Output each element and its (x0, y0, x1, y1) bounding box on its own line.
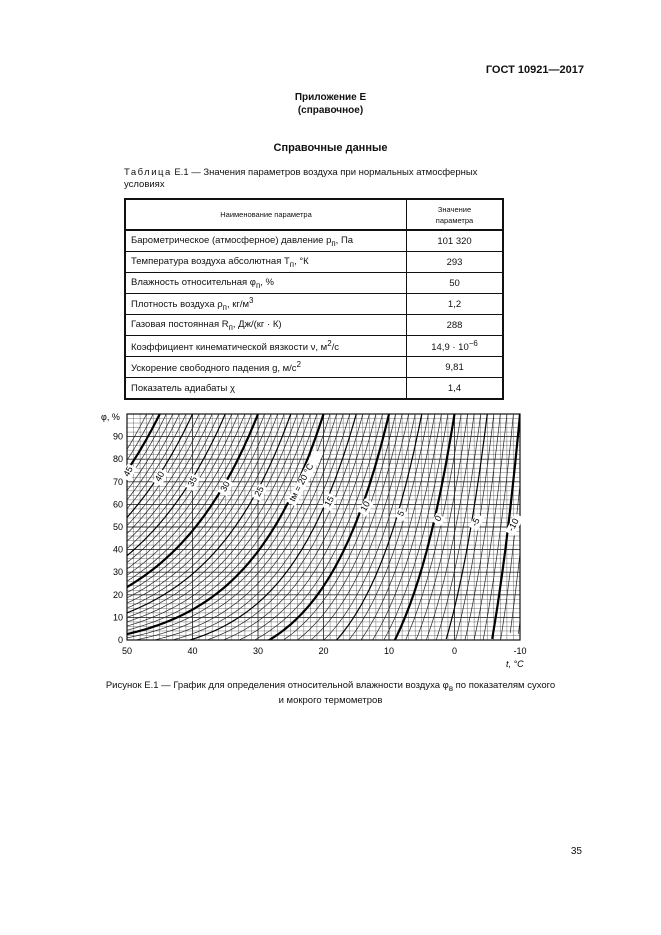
y-tick-label: 90 (112, 431, 123, 442)
standard-number: ГОСТ 10921—2017 (485, 64, 584, 76)
parameters-table (124, 198, 504, 400)
parameter-value: 288 (407, 315, 504, 336)
parameter-value: 50 (407, 273, 504, 294)
figure-caption-sub: в (448, 683, 454, 693)
y-tick-label: 0 (117, 635, 123, 645)
x-tick-label: 0 (451, 646, 458, 656)
curve-label: 40 (152, 469, 167, 484)
figure-caption-line1: Рисунок Е.1 — График для определения относительной влажности воздуха φ (105, 680, 449, 691)
humidity-curve-minor (95, 414, 186, 617)
y-tick-label: 10 (112, 612, 123, 623)
x-tick-label: 10 (383, 646, 395, 656)
parameter-value: 1,4 (407, 378, 504, 400)
section-title: Справочные данные (273, 142, 388, 154)
appendix-heading (0, 91, 661, 117)
humidity-curve-minor (527, 414, 546, 634)
parameter-name: Плотность воздуха $\rho_п$, $кг/м^3$ (125, 294, 407, 315)
column-header-name: Наименование параметра (125, 199, 407, 230)
x-axis-label: t, °С (506, 659, 524, 669)
humidity-curve-minor (247, 414, 383, 644)
humidity-curve-minor (95, 414, 330, 645)
table-row (125, 315, 503, 336)
appendix-title: Приложение Е (294, 92, 367, 103)
y-tick-label: 50 (112, 522, 123, 532)
page-number: 35 (570, 846, 582, 857)
humidity-curve-minor (292, 414, 402, 644)
humidity-chart (95, 405, 545, 675)
table-caption (124, 167, 514, 191)
x-tick-label: -10 (513, 646, 527, 656)
parameter-name: Газовая постоянная $R_п$, Дж/(кг · К) (125, 315, 407, 336)
parameter-name: Барометрическое (атмосферное) давление $p_п$, Па (125, 230, 407, 252)
table-row (125, 252, 503, 273)
curve-label: tм = 20 °С (287, 461, 316, 504)
table-row (125, 336, 503, 357)
y-tick-label: 60 (112, 499, 123, 510)
parameter-name: Влажность относительная $\varphi_п$, % (125, 273, 407, 294)
parameter-value: 9,81 (407, 357, 504, 378)
x-tick-label: 30 (252, 646, 264, 656)
table-row (125, 378, 503, 400)
y-tick-label: 80 (112, 454, 123, 465)
y-tick-label: 30 (112, 567, 123, 578)
figure-caption-line1-tail: по показателям сухого (453, 680, 556, 691)
curve-label: 25 (252, 484, 266, 499)
table-caption-label: Таблица (124, 167, 172, 178)
y-tick-label: 40 (112, 544, 123, 555)
table-row (125, 294, 503, 315)
curve-label: -10 (505, 516, 521, 533)
column-header-value-line1: Значение (437, 204, 472, 214)
y-tick-label: 20 (112, 589, 123, 600)
curve-label: 45 (121, 464, 135, 479)
curve-label: -5 (469, 516, 482, 528)
table-body (125, 230, 503, 399)
appendix-subtitle: (справочное) (297, 105, 364, 116)
parameter-name: Температура воздуха абсолютная $T_п$, °К (125, 252, 407, 273)
parameter-name: Показатель адиабаты χ (125, 378, 407, 400)
y-axis-label: φ, % (101, 412, 120, 422)
x-tick-label: 20 (318, 646, 329, 656)
chart-curves (95, 414, 545, 645)
humidity-curve-minor (371, 414, 444, 642)
column-header-value-line2: параметра (435, 215, 474, 225)
humidity-curve-minor (95, 414, 147, 612)
y-tick-label: 70 (112, 476, 123, 487)
curve-label: 0 (432, 513, 444, 523)
column-header-value (407, 199, 504, 230)
x-tick-label: 50 (121, 646, 133, 656)
curve-label: 15 (322, 494, 336, 509)
table-row (125, 357, 503, 378)
figure-caption (40, 680, 621, 707)
table-row (125, 273, 503, 294)
table-row (125, 230, 503, 252)
humidity-curve-minor (95, 414, 173, 615)
curve-label: 5 (395, 508, 407, 518)
table-caption-text: Е.1 — Значения параметров воздуха при нормальных атмосферных условиях (124, 167, 478, 190)
x-tick-label: 40 (187, 646, 198, 656)
curve-label: 10 (358, 499, 372, 514)
parameter-value: $14,9 \cdot 10^{-6}$ (407, 336, 504, 357)
humidity-curve-minor (518, 414, 539, 634)
parameter-value: 293 (407, 252, 504, 273)
chart-grid (127, 414, 520, 640)
parameter-value: 101 320 (407, 230, 504, 252)
parameter-value: 1,2 (407, 294, 504, 315)
curve-label: 30 (218, 479, 232, 494)
curve-label: 35 (185, 474, 200, 489)
figure-caption-line2: и мокрого термометров (278, 694, 383, 706)
parameter-name: Ускорение свободного падения g, $м/с^2$ (125, 357, 407, 378)
parameter-name: Коэффициент кинематической вязкости ν, $м^2/с$ (125, 336, 407, 357)
